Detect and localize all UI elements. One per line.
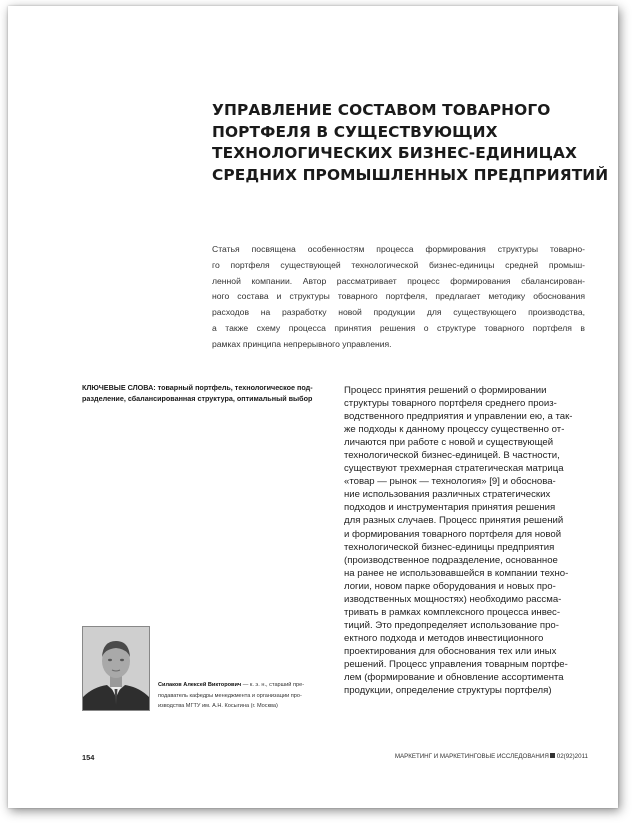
body-line: ние использования различных стратегических xyxy=(344,489,551,501)
square-bullet-icon xyxy=(550,753,555,758)
body-line: (производственное подразделение, основанное xyxy=(344,554,558,566)
body-line: тривать в рамках комплексного процесса инвес- xyxy=(344,606,561,618)
author-info xyxy=(158,680,336,712)
abstract-line: ного состава и структуры товарного портфеля, предлагает методику обоснования xyxy=(212,291,585,302)
page-number: 154 xyxy=(82,753,95,762)
author-photo xyxy=(82,626,150,711)
abstract-line: ленной компании. Автор рассматривает процесс формирования сбалансирован- xyxy=(212,275,585,286)
body-line: лем (формирование и обновление ассортимента xyxy=(344,672,564,684)
keywords-line: КЛЮЧЕВЫЕ СЛОВА: товарный портфель, технологическое под- xyxy=(82,383,313,392)
journal-footer xyxy=(388,753,588,760)
abstract-line: го портфеля существующей технологической бизнес-единицы средней промыш- xyxy=(212,259,585,270)
author-portrait-icon xyxy=(83,627,149,710)
abstract-line: расходов на разработку новой продукции для существующего производства, xyxy=(212,307,585,318)
abstract-line: Статья посвящена особенностям процесса формирования структуры товарно- xyxy=(212,244,585,254)
body-line: личаются при работе с новой и существующей xyxy=(344,437,554,449)
title-line: СРЕДНИХ ПРОМЫШЛЕННЫХ ПРЕДПРИЯТИЙ xyxy=(212,165,609,184)
body-line: на ранее не использовавшейся в компании техно- xyxy=(344,567,569,579)
body-line: технологической бизнес-единицы предприятия xyxy=(344,541,555,553)
body-line: продукции, определение структуры портфеля) xyxy=(344,685,552,697)
keywords-line: разделение, сбалансированная структура, оптимальный выбор xyxy=(82,394,313,404)
article-title xyxy=(212,100,609,186)
title-line: УПРАВЛЕНИЕ СОСТАВОМ ТОВАРНОГО xyxy=(212,101,551,119)
title-line: ПОРТФЕЛЯ В СУЩЕСТВУЮЩИХ xyxy=(212,122,498,141)
body-line: для разных случаев. Процесс принятия решений xyxy=(344,515,564,527)
abstract-line: рамках принципа непрерывного управления. xyxy=(212,338,392,349)
body-line: структуры товарного портфеля среднего произ- xyxy=(344,398,557,410)
journal-issue: 02(92)2011 xyxy=(556,753,588,760)
title-line: ТЕХНОЛОГИЧЕСКИХ БИЗНЕС-ЕДИНИЦАХ xyxy=(212,144,577,162)
body-line: решений. Процесс управления товарным портфе- xyxy=(344,658,568,670)
body-line: технологической бизнес-единицей. В частности, xyxy=(344,450,560,462)
body-line: «товар — рынок — технология» [9] и обоснова- xyxy=(344,476,556,488)
body-text-column xyxy=(344,384,588,697)
body-line: логии, новом парке оборудования и новых про- xyxy=(344,580,556,592)
body-line: существуют трехмерная стратегическая матрица xyxy=(344,463,564,475)
body-line: ектного подхода и методов инвестиционного xyxy=(344,632,544,644)
article-abstract xyxy=(212,242,585,353)
author-line: подаватель кафедры менеджмента и организации про- xyxy=(158,692,302,699)
author-line: изводства МГТУ им. А.Н. Косыгина (г. Москва) xyxy=(158,703,278,710)
keywords-block xyxy=(82,382,340,405)
author-line xyxy=(158,680,336,691)
journal-page xyxy=(8,6,618,808)
body-line: изводственных мощностях) необходимо рассма- xyxy=(344,593,562,605)
body-line: проектирования для обоснования тех или иных xyxy=(344,645,557,657)
body-line: и формирования товарного портфеля для новой xyxy=(344,528,562,540)
journal-name: МАРКЕТИНГ И МАРКЕТИНГОВЫЕ ИССЛЕДОВАНИЯ xyxy=(394,753,549,760)
body-line: подходов и инструментария принятия решения xyxy=(344,502,556,514)
author-name: Силаков Алексей Викторович xyxy=(158,682,242,688)
author-title-start: — к. э. н., старший пре- xyxy=(241,682,305,688)
body-line: Процесс принятия решений о формировании xyxy=(344,385,547,396)
abstract-line: а также схему процесса принятия решения о структуре товарного портфеля в xyxy=(212,322,585,333)
body-line: водственного предприятия и управлении ею, а так- xyxy=(344,411,573,423)
body-line: же подходы к данному процессу существенно от- xyxy=(344,424,565,436)
body-line: тиций. Это предопределяет использование про- xyxy=(344,619,559,631)
